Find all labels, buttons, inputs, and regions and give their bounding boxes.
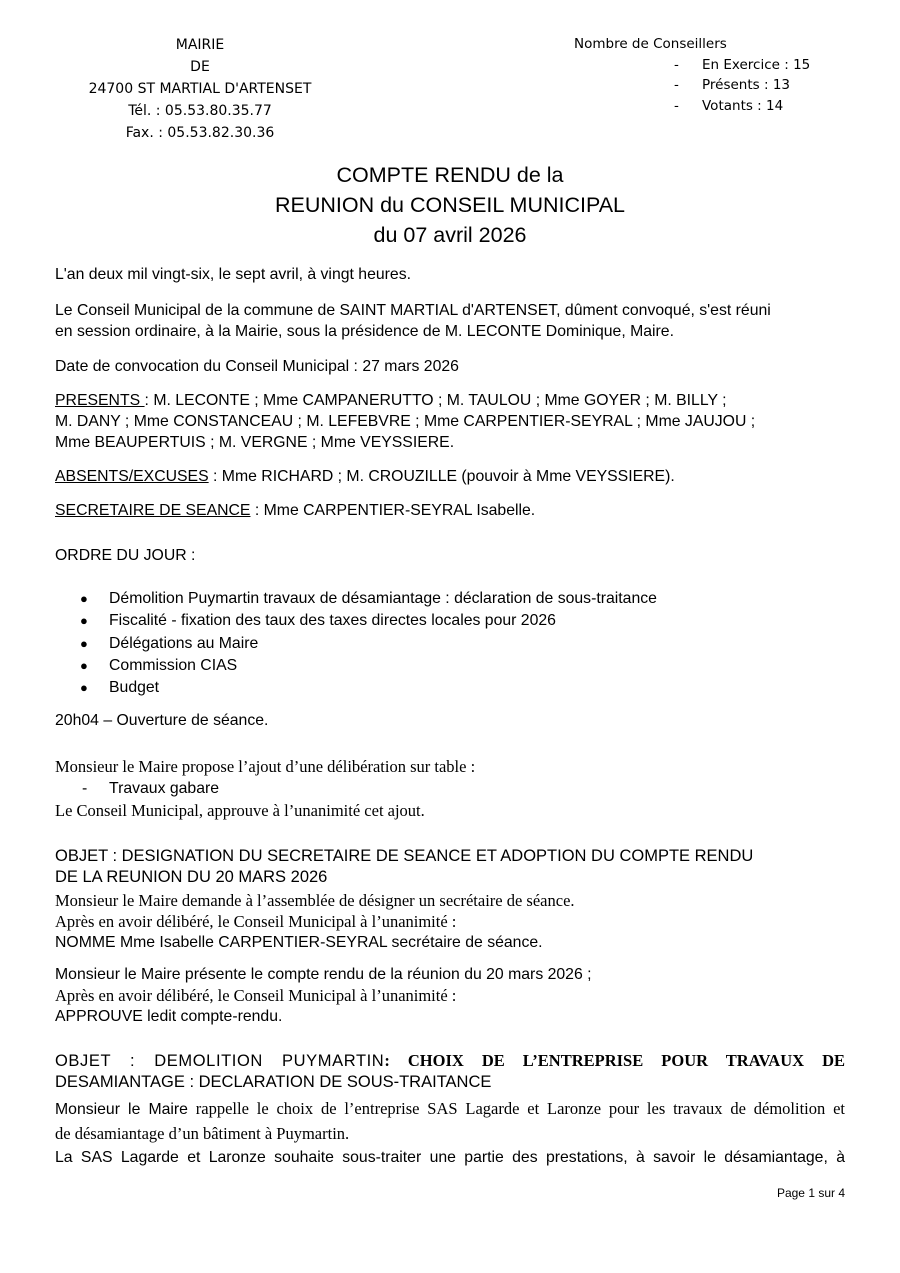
text-line: NOMME Mme Isabelle CARPENTIER-SEYRAL secrétaire de séance. [55, 934, 543, 951]
heading-part: OBJET : DEMOLITION PUYMARTIN [55, 1052, 385, 1070]
bullet-icon: ● [80, 613, 88, 629]
ajout-item-label: Travaux gabare [109, 780, 220, 797]
mairie-phone: Tél. : 05.53.80.35.77 [128, 103, 272, 119]
text-line: Mme BEAUPERTUIS ; M. VERGNE ; Mme VEYSSIERE. [55, 434, 455, 451]
dash: - [674, 77, 679, 93]
text-line: DESAMIANTAGE : DECLARATION DE SOUS-TRAITANCE [55, 1073, 492, 1091]
convocation-date: Date de convocation du Conseil Municipal : 27 mars 2026 [55, 358, 459, 375]
secretaire-line [55, 500, 855, 521]
text-line: de désamiantage d’un bâtiment à Puymartin. [55, 1124, 350, 1143]
dash: - [82, 780, 88, 797]
text-line: Après en avoir délibéré, le Conseil Municipal à l’unanimité : [55, 912, 457, 931]
page-number: Page 1 sur 4 [776, 1186, 845, 1200]
list-item [80, 610, 840, 632]
ajout-approval: Le Conseil Municipal, approuve à l’unanimité cet ajout. [55, 801, 425, 820]
agenda-item-label: Commission CIAS [109, 656, 238, 674]
text-line: M. DANY ; Mme CONSTANCEAU ; M. LEFEBVRE ; Mme CARPENTIER-SEYRAL ; Mme JAUJOU ; [55, 413, 756, 430]
agenda-item-label: Délégations au Maire [109, 634, 259, 652]
mairie-line: 24700 ST MARTIAL D'ARTENSET [88, 81, 312, 97]
bullet-icon: ● [80, 635, 88, 651]
bullet-icon: ● [80, 680, 88, 696]
conseillers-votants: Votants : 14 [702, 97, 784, 114]
text-line: DE LA REUNION DU 20 MARS 2026 [55, 868, 328, 886]
text-line [55, 1050, 845, 1072]
text-line: Monsieur le Maire demande à l’assemblée de désigner un secrétaire de séance. [55, 891, 575, 910]
text-line: Après en avoir délibéré, le Conseil Municipal à l’unanimité : [55, 986, 457, 1005]
objet2-body [55, 1097, 845, 1170]
agenda-item-label: Démolition Puymartin travaux de désamiantage : déclaration de sous-traitance [109, 590, 657, 607]
list-item [80, 677, 840, 699]
dash: - [674, 97, 679, 114]
text-line: Le Conseil Municipal de la commune de SAINT MARTIAL d'ARTENSET, dûment convoqué, s'est réuni [55, 302, 771, 319]
objet-heading-demolition [55, 1050, 845, 1093]
ajout-intro: Monsieur le Maire propose l’ajout d’une délibération sur table : [55, 757, 476, 776]
conseillers-item [574, 96, 874, 117]
ajout-item [82, 778, 882, 799]
text-line [55, 1097, 845, 1122]
presents-text: : M. LECONTE ; Mme CAMPANERUTTO ; M. TAULOU ; Mme GOYER ; M. BILLY ; [144, 392, 727, 409]
text-line: en session ordinaire, à la Mairie, sous la présidence de M. LECONTE Dominique, Maire. [55, 323, 674, 340]
title-line: REUNION du CONSEIL MUNICIPAL [274, 193, 626, 217]
agenda-list [80, 588, 840, 699]
list-item [80, 633, 840, 655]
intro-date-line: L'an deux mil vingt-six, le sept avril, à vingt heures. [55, 266, 411, 283]
conseillers-count-block [574, 34, 874, 116]
presents-label: PRESENTS [55, 392, 145, 409]
bullet-icon: ● [80, 657, 88, 673]
agenda-item-label: Budget [109, 679, 160, 697]
mairie-line: DE [190, 59, 210, 75]
secretaire-label: SECRETAIRE DE SEANCE [55, 502, 251, 519]
list-item [80, 588, 840, 610]
presents-block [55, 390, 855, 453]
title-date: du 07 avril 2026 [373, 223, 527, 247]
conseillers-item [574, 75, 874, 96]
objet1-compte-rendu [55, 964, 855, 1027]
objet1-body [55, 890, 855, 953]
text-line: APPROUVE ledit compte-rendu. [55, 1008, 283, 1025]
list-item [80, 655, 840, 677]
objet-heading-secretaire [55, 846, 855, 888]
conseillers-item [574, 55, 874, 76]
mairie-header [80, 34, 320, 144]
secretaire-text: : Mme CARPENTIER-SEYRAL Isabelle. [250, 502, 536, 519]
conseillers-en-exercice: En Exercice : 15 [702, 56, 811, 73]
page-title [0, 160, 900, 250]
mairie-line: MAIRIE [175, 37, 225, 53]
bullet-icon: ● [80, 591, 88, 606]
agenda-item-label: Fiscalité - fixation des taux des taxes directes locales pour 2026 [109, 612, 556, 630]
absents-text: : Mme RICHARD ; M. CROUZILLE (pouvoir à Mme VEYSSIERE). [208, 468, 675, 485]
mairie-fax: Fax. : 05.53.82.30.36 [125, 125, 275, 141]
heading-part: : CHOIX DE L’ENTREPRISE POUR TRAVAUX DE [384, 1051, 845, 1070]
text-span: rappelle le choix de l’entreprise SAS Lagarde et Laronze pour les travaux de démolition et [187, 1099, 845, 1118]
conseillers-presents: Présents : 13 [702, 77, 790, 93]
text-line: La SAS Lagarde et Laronze souhaite sous-traiter une partie des prestations, à savoir le désamiantage, à [55, 1149, 845, 1166]
conseillers-title: Nombre de Conseillers [574, 36, 727, 52]
text-line: OBJET : DESIGNATION DU SECRETAIRE DE SEANCE ET ADOPTION DU COMPTE RENDU [55, 847, 754, 865]
dash: - [674, 56, 679, 73]
text-line: Monsieur le Maire présente le compte rendu de la réunion du 20 mars 2026 ; [55, 966, 592, 983]
text-span: Monsieur le Maire [55, 1101, 188, 1118]
agenda-heading: ORDRE DU JOUR : [55, 547, 196, 564]
absents-label: ABSENTS/EXCUSES [55, 468, 209, 485]
text-line [55, 390, 855, 411]
absents-line [55, 466, 855, 487]
intro-convocation [55, 300, 855, 342]
opening-time: 20h04 – Ouverture de séance. [55, 712, 269, 729]
title-line: COMPTE RENDU de la [336, 163, 564, 187]
